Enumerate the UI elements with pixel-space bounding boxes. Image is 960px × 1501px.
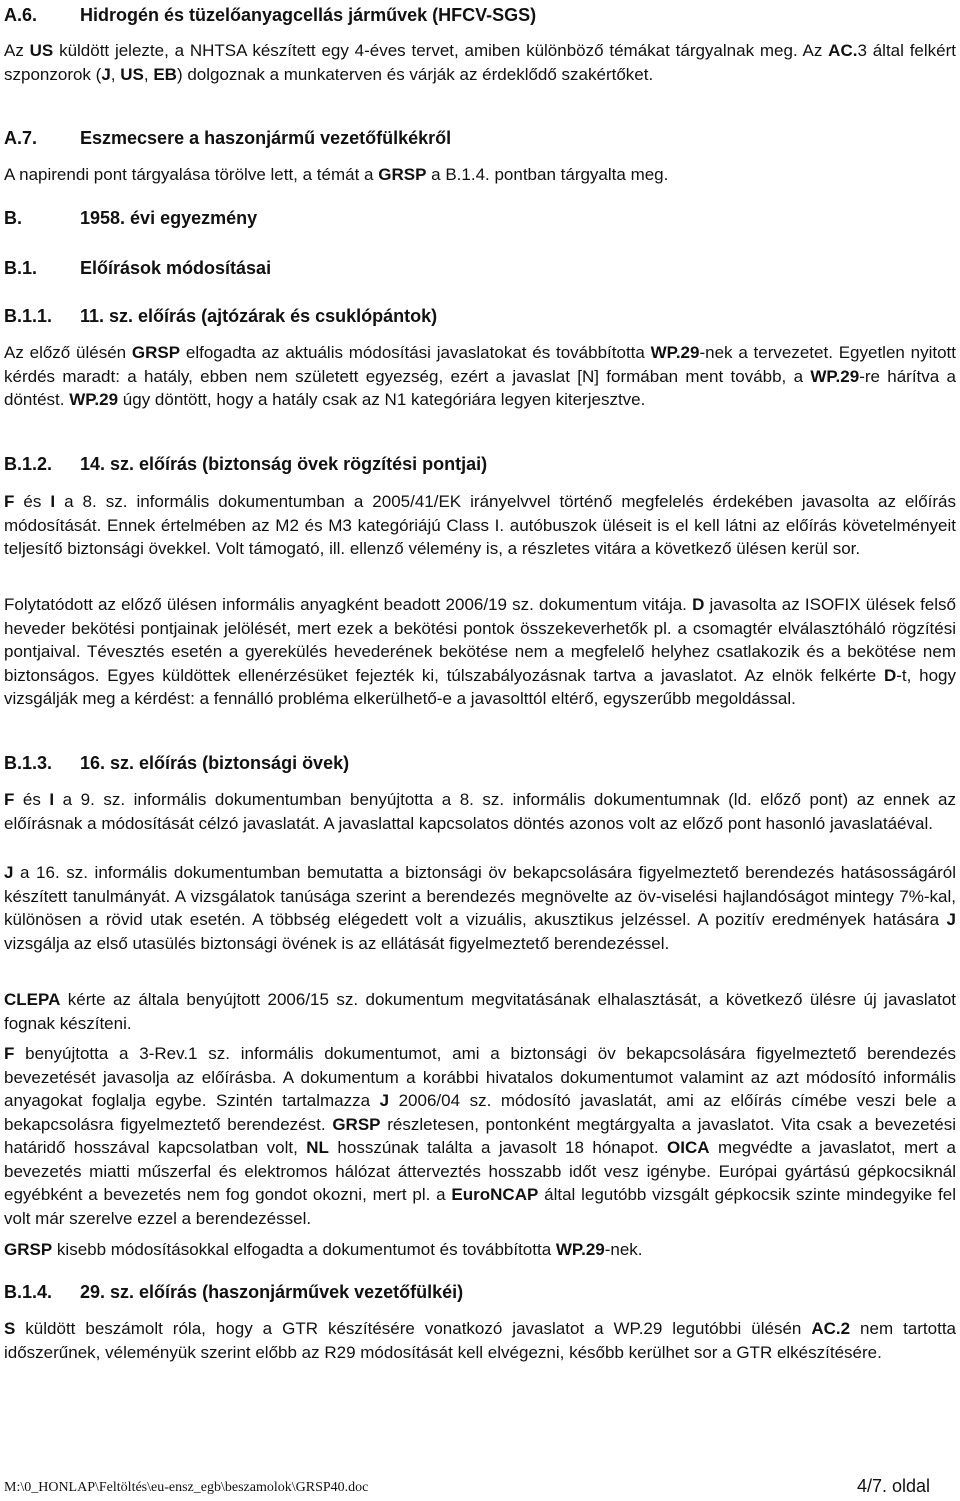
text-run: és [14,790,50,809]
text-run: és [14,492,51,511]
text-run: a 9. sz. informális dokumentumban benyújtotta a 8. sz. informális dokumentumnak (ld. előző pont) az ennek az előírásnak a módosítását célzó javaslatát. A javaslattal kapcsolatos döntés azonos volt az előző pont hasonló javaslatáéval. [4,790,956,833]
text-run: 2006/04 sz. módosító javaslatát, ami az előírás címébe veszi bele a bekapcsolásra figyelmeztető berendezést. [4,1091,956,1134]
bold-run: GRSP [378,165,427,184]
bold-run: D [692,595,705,614]
text-run: , [143,64,154,84]
section-title: 14. sz. előírás (biztonság övek rögzítési pontjai) [80,454,488,474]
section-title: 11. sz. előírás (ajtózárak és csuklópántok) [80,306,438,326]
text-run: küldött beszámolt róla, hogy a GTR készítésére vonatkozó javaslatot a WP.29 legutóbbi ülésén [15,1319,812,1338]
bold-run: F [4,1044,15,1063]
paragraph-a7 [4,163,956,187]
section-number: B.1.3. [4,753,53,773]
paragraph-b13d [4,1042,956,1230]
section-title: 16. sz. előírás (biztonsági övek) [80,753,350,773]
bold-run: 29 [680,343,700,362]
paragraph-b12a [4,490,956,561]
section-number: B.1. [4,258,38,278]
text-run: a B.1.4. pontban tárgyalta meg. [426,165,669,184]
bold-run: F [4,492,15,511]
bold-run: WP. [650,343,681,362]
section-number: B.1.1. [4,306,53,326]
text-run: , [110,64,121,84]
bold-run: EB [153,64,177,84]
text-run: hosszúnak találta a javasolt 18 hónapot. [328,1138,668,1157]
text-run: küldött jelezte, a NHTSA készített egy 4-éves tervet, amiben különböző témákat tárgyalnak meg. Az [53,41,829,60]
section-title: Eszmecsere a haszonjármű vezetőfülkékről [80,128,452,148]
bold-run: J [101,64,111,84]
bold-run: GRSP [332,1114,381,1134]
text-run: -nek a tervezetet. Egyetlen nyitott kérdés maradt: a hatály, ebben nem született egyezség, ezért a javaslat [N] formában ment tovább, a [4,343,956,386]
text-run: benyújtotta a 3-Rev.1 sz. informális dokumentumot, ami a biztonsági öv bekapcsolására figyelmeztető berendezés bevezetését javasolja az előírásba. A dokumentum a korábbi hivatalos dokumentumot valamint az azt módosító informális anyagokat foglalja egybe. Szintén tartalmazza [4,1044,956,1110]
bold-run: D [883,665,897,685]
text-run: kisebb módosításokkal elfogadta a dokumentumot és továbbította [52,1240,556,1259]
section-title: 1958. évi egyezmény [80,208,258,228]
section-heading-b1 [4,257,271,279]
text-run: kérte az általa benyújtott 2006/15 sz. dokumentum megvitatásának elhalasztását, a következő ülésre új javaslatot fognak készíteni. [4,990,956,1033]
section-heading-a6 [4,4,536,26]
paragraph-b14 [4,1317,956,1364]
section-number: B.1.2. [4,454,53,474]
section-title: Előírások módosításai [80,258,272,278]
paragraph-b13b [4,861,956,955]
footer-file-path: M:\0_HONLAP\Feltöltés\eu-ensz_egb\beszamolok\GRSP40.doc [4,1480,369,1495]
text-run: úgy döntött, hogy a hatály csak az N1 kategóriára legyen kiterjesztve. [118,390,646,409]
section-heading-b [4,207,257,229]
bold-run: EuroNCAP [451,1185,539,1204]
text-run: -nek. [604,1240,643,1259]
bold-run: GRSP [131,343,181,362]
bold-run: 29 [840,366,860,386]
text-run: által legutóbb vizsgált gépkocsik szinte mindegyike fel volt már szerelve ezzel a berendezéssel. [4,1185,957,1228]
text-run: nem tartotta időszerűnek, véleményük szerint előbb az R29 módosítását kell elvégezni, később kerülhet sor a GTR elkészítésére. [4,1319,956,1362]
bold-run: J [946,910,956,929]
bold-run: 29 [99,390,119,409]
text-run: megvédte a javaslatot, mert a bevezetés miatti műszerfal és elektromos hálózat átterveztés hosszabb időt vesz igénybe. Európai gyártású gépkocsiknál egyébként a bevezetés nem fog gondot okozni, mert pl. a [4,1138,956,1204]
text-run: -re hárítva a döntést. [4,366,956,409]
text-run: A napirendi pont tárgyalása törölve lett, a témát a [4,165,379,184]
bold-run: WP. [810,366,841,386]
text-run: a 16. sz. informális dokumentumban bemutatta a biztonsági öv bekapcsolására figyelmeztető berendezés hatásosságáról készített tanulmányát. A vizsgálatok tanúsága szerint a berendezés megnövelte az öv-viselési hajlandóságot mintegy 7%-kal, különösen a rövid utak esetén. A többség elégedett volt a vizuális, akusztikus jelzéssel. A pozitív eredmények hatására [4,863,956,929]
section-heading-b12 [4,453,487,475]
bold-run: J [4,863,14,882]
text-run: 3 által felkért szponzorok ( [4,41,956,84]
section-heading-a7 [4,127,451,149]
section-heading-b13 [4,752,349,774]
bold-run: NL [306,1138,329,1157]
paragraph-a6 [4,39,956,86]
section-heading-b11 [4,305,437,327]
section-number: A.7. [4,128,38,148]
bold-run: I [50,492,56,511]
text-run: javasolta az ISOFIX ülések felső heveder bekötési pontjainak jelölését, mert ezek a bekötési pontok összekeverhetők pl. a csomagtér elválasztóháló rögzítési pontjaival. Tévesztés esetén a gyerekülés hevederének bekötése nem a megfelelő helyhez csatlakozik és a bekötése nem biztonságos. Egyes küldöttek ellenérzésüket fejezték ki, túlszabályozásnak tartva a javaslatot. Az elnök felkérte [4,595,956,685]
bold-run: I [49,790,55,809]
text-run: Folytatódott az előző ülésen informális anyagként beadott 2006/19 sz. dokumentum vitája. [4,595,693,614]
section-heading-b14 [4,1281,463,1303]
text-run: vizsgálja az első utasülés biztonsági övének is az ellátását figyelmeztető berendezéssel. [4,933,670,953]
text-run: részletesen, pontonként megtárgyalta a javaslatot. Vita csak a bevezetési határidő hosszával kapcsolatban volt, [4,1114,956,1157]
bold-run: OICA [667,1138,710,1157]
text-run: a 8. sz. informális dokumentumban a 2005/41/EK irányelvvel történő megfelelés érdekében javasolta az előírás módosítását. Ennek értelmében az M2 és M3 kategóriájú Class I. autóbuszok üléseit is el kell látni az előírás követelményeit teljesítő biztonsági övekkel. Volt támogató, ill. ellenző vélemény is, a részletes vitára a következő ülésen kerül sor. [4,492,957,558]
bold-run: WP. [555,1240,586,1259]
section-number: A.6. [4,5,38,25]
paragraph-b12b [4,593,956,711]
text-run: Az előző ülésén [4,343,132,362]
section-number: B. [4,208,22,228]
bold-run: AC. [828,41,858,60]
bold-run: S [4,1319,16,1338]
section-number: B.1.4. [4,1282,53,1302]
bold-run: 29 [585,1240,605,1259]
bold-run: GRSP [4,1240,53,1259]
paragraph-b13a [4,788,956,835]
text-run: -t, hogy vizsgálják meg a kérdést: a fennálló probléma elkerülhető-e a javasolttól eltérő, egyszerűbb megoldással. [4,665,956,708]
bold-run: CLEPA [4,990,61,1009]
section-title: 29. sz. előírás (haszonjárművek vezetőfülkéi) [80,1282,464,1302]
bold-run: US [120,64,144,84]
text-run: Az [4,41,30,60]
footer-page-number: 4/7. oldal [856,1476,930,1496]
section-title: Hidrogén és tüzelőanyagcellás járművek (HFCV-SGS) [80,5,537,25]
bold-run: WP. [69,390,100,409]
paragraph-b11 [4,341,956,412]
text-run: elfogadta az aktuális módosítási javaslatokat és továbbította [180,343,651,362]
paragraph-b13c [4,988,956,1035]
bold-run: F [4,790,15,809]
bold-run: US [29,41,54,60]
bold-run: J [379,1091,390,1110]
paragraph-b13e [4,1238,956,1262]
text-run: ) dolgoznak a munkaterven és várják az érdeklődő szakértőket. [176,64,654,84]
bold-run: AC.2 [811,1319,851,1338]
